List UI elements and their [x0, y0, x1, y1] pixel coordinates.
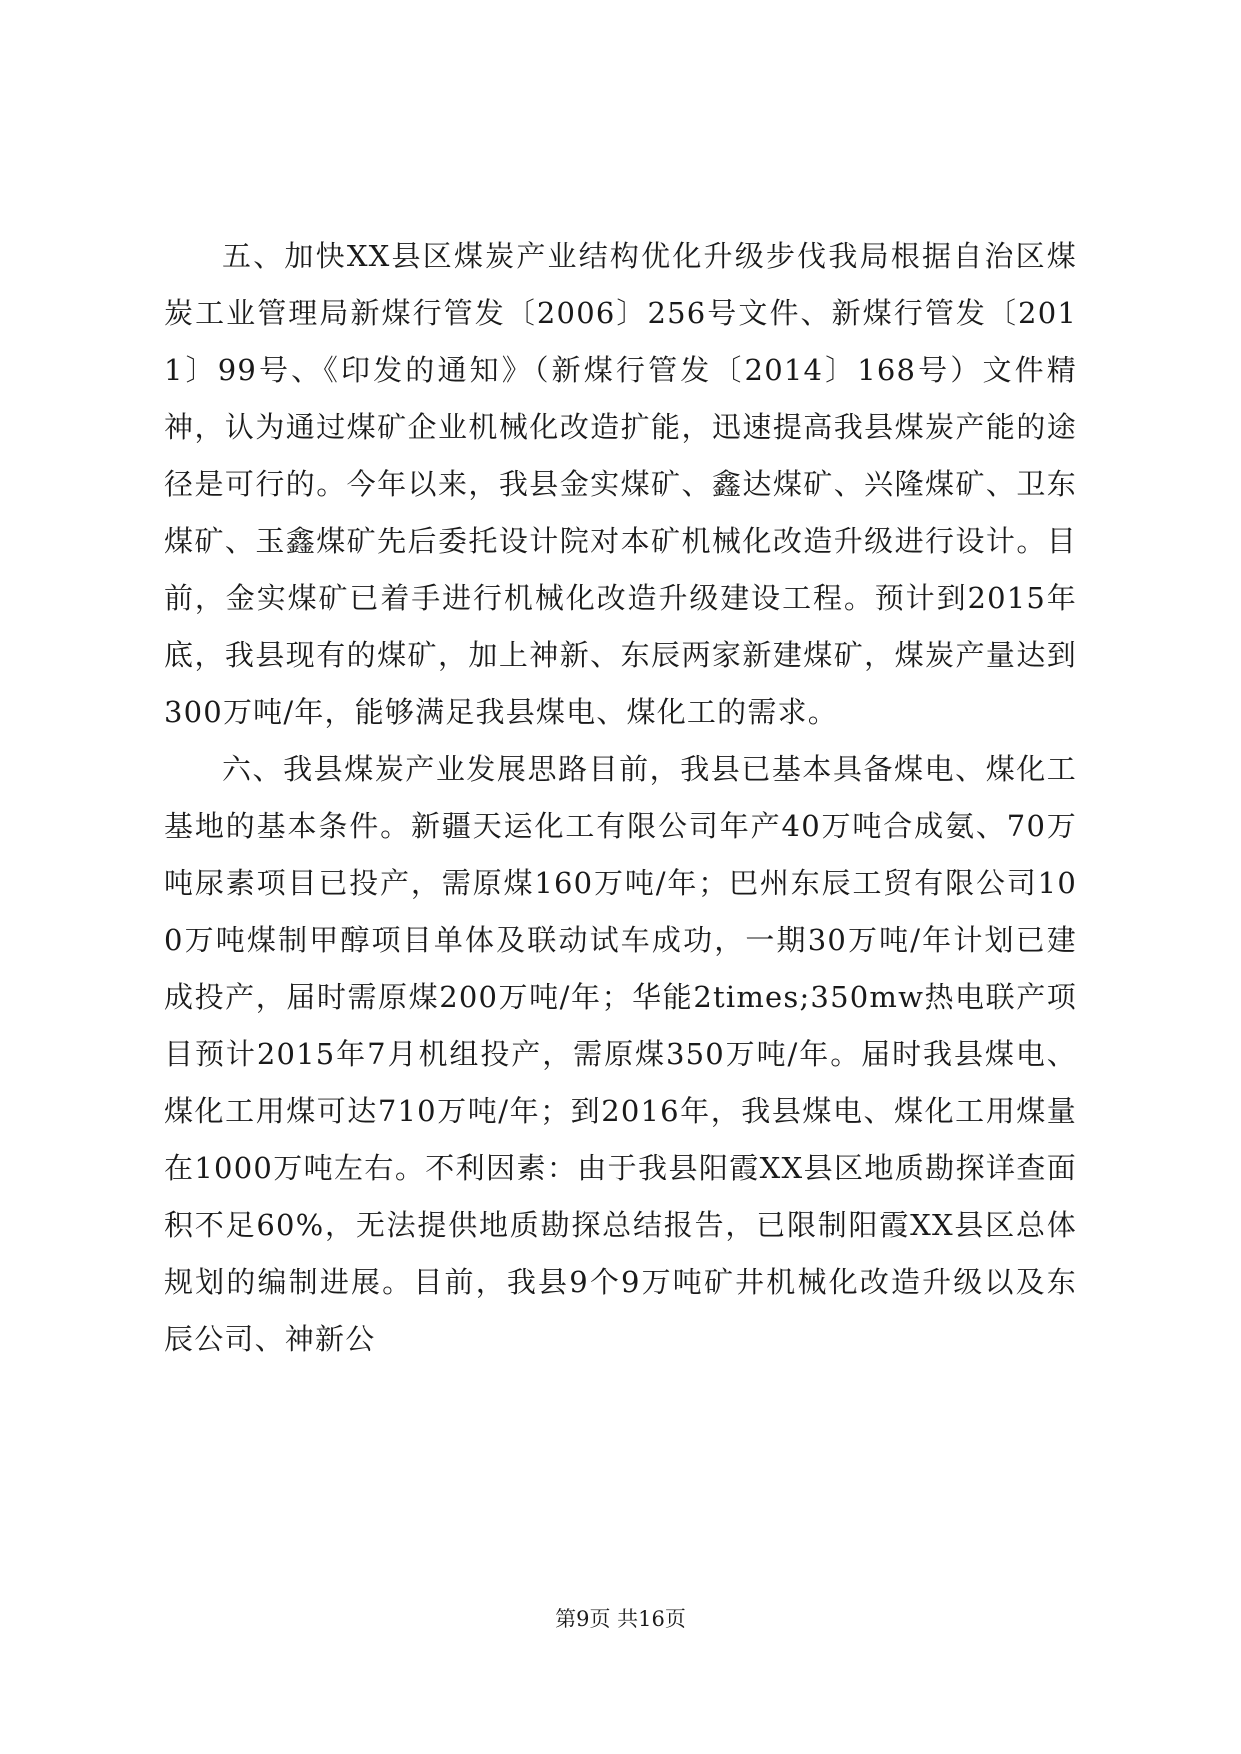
page-number-footer: 第9页 共16页	[555, 1607, 686, 1631]
document-body	[164, 228, 1077, 1368]
paragraph-section-five: 五、加快XX县区煤炭产业结构优化升级步伐我局根据自治区煤炭工业管理局新煤行管发〔2006〕256号文件、新煤行管发〔2011〕99号、《印发的通知》（新煤行管发〔2014〕168号）文件精神，认为通过煤矿企业机械化改造扩能，迅速提高我县煤炭产能的途径是可行的。今年以来，我县金实煤矿、鑫达煤矿、兴隆煤矿、卫东煤矿、玉鑫煤矿先后委托设计院对本矿机械化改造升级进行设计。目前，金实煤矿已着手进行机械化改造升级建设工程。预计到2015年底，我县现有的煤矿，加上神新、东辰两家新建煤矿，煤炭产量达到300万吨/年，能够满足我县煤电、煤化工的需求。	[164, 239, 1077, 729]
paragraph-section-six: 六、我县煤炭产业发展思路目前，我县已基本具备煤电、煤化工基地的基本条件。新疆天运化工有限公司年产40万吨合成氨、70万吨尿素项目已投产，需原煤160万吨/年；巴州东辰工贸有限公司100万吨煤制甲醇项目单体及联动试车成功，一期30万吨/年计划已建成投产，届时需原煤200万吨/年；华能2times;350mw热电联产项目预计2015年7月机组投产，需原煤350万吨/年。届时我县煤电、煤化工用煤可达710万吨/年；到2016年，我县煤电、煤化工用煤量在1000万吨左右。不利因素：由于我县阳霞XX县区地质勘探详查面积不足60%，无法提供地质勘探总结报告，已限制阳霞XX县区总体规划的编制进展。目前，我县9个9万吨矿井机械化改造升级以及东辰公司、神新公	[164, 752, 1077, 1356]
